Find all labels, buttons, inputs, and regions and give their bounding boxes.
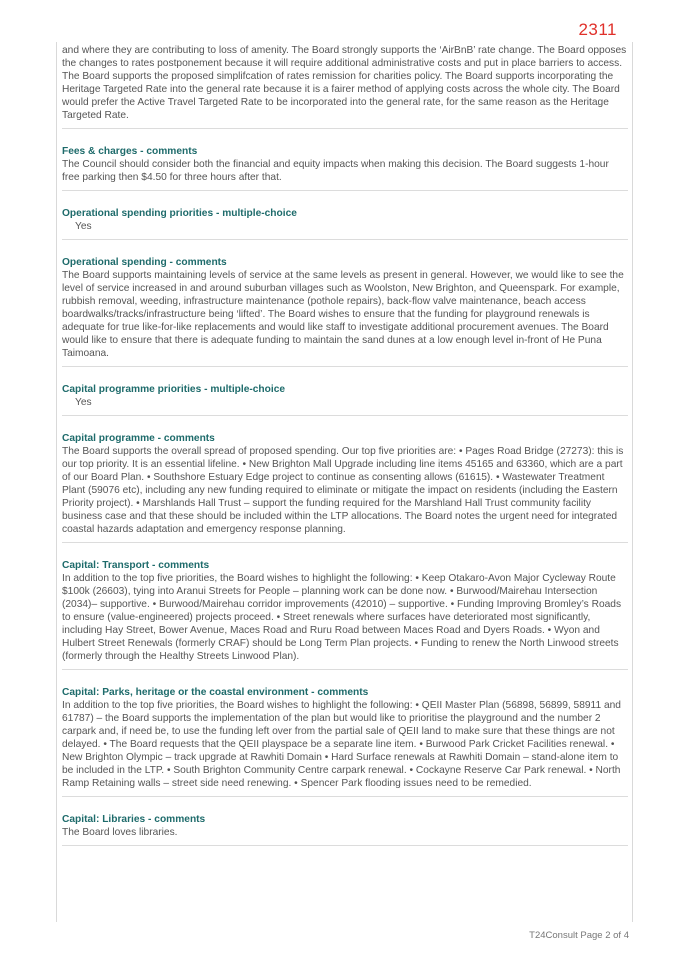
section-body: The Council should consider both the financial and equity impacts when making this decision. The Board suggests 1-hour free parking then $4.50 for three hours after that. (62, 159, 609, 183)
section-body: In addition to the top five priorities, the Board wishes to highlight the following: • QEII Master Plan (56898, 56899, 58911 and 61787) – the Board supports the implementation of the plan but would like to prioritise the playground and the number 2 carpark and, if need be, to use the funding left over from the partial sale of QEII land to make sure that these things are not delayed. • The Board requests that the QEII playspace be a separate line item. • Burwood Park Cricket Facilities renewal. • New Brighton Olympic – track upgrade at Rawhiti Domain • Hard Surface renewals at Rawhiti Domain – stand-alone item to be included in the LTP. • South Brighton Community Centre carpark renewal. • Cockayne Reserve Car Park renewal. • North Ramp Retaining walls – street side need renewing. • Spencer Park flooding issues need to be remedied. (62, 700, 621, 789)
section-body: In addition to the top five priorities, the Board wishes to highlight the following: • Keep Otakaro-Avon Major Cycleway Route $100k (26603), tying into Aranui Streets for People – planning work can be done now. • Burwood/Mairehau Intersection (2034)– supportive. • Burwood/Mairehau corridor improvements (42010) – supportive. • Funding Improving Bromley’s Roads to ensure (value-engineered) projects proceed. • Street renewals where surfaces have deteriorated most significantly, including Hay Street, Bower Avenue, Maces Road and Ruru Road between Maces Road and Dyers Roads. • Wyon and Hulbert Street Renewals (formerly CRAF) should be Long Term Plan projects. • Funding to renew the North Linwood streets (formerly through the Healthy Streets Linwood Plan). (62, 573, 622, 662)
section-title: Capital programme - comments (62, 433, 215, 444)
section-body: The Board supports the overall spread of proposed spending. Our top five priorities are: • Pages Road Bridge (27273): this is our top priority. It is an essential lifeline. • New Brighton Mall Upgrade including line items 45165 and 63360, which are a part of our Board Plan. • Southshore Estuary Edge project to continue as consenting allows (61615). • Wastewater Treatment Plant (59076 etc), including any new funding required to eliminate or mitigate the impact on residents (including the Eastern Priority project). • Marshlands Hall Trust – support the funding required for the Marshland Hall Trust community facility business case and that these should be included within the LTP allocations. The Board notes the urgent need for integrated coastal hazards adaptation and emergency response planning. (62, 446, 624, 535)
section-title: Capital programme priorities - multiple-choice (62, 384, 286, 395)
section-body: The Board supports maintaining levels of service at the same levels as present in general. However, we would like to see the level of service increased in and around suburban villages such as Woolston, New Brighton, and Queenspark. For example, rubbish removal, weeding, infrastructure maintenance (pothole repairs), back-flow valve maintenance, beach access boardwalks/tracks/infrastructure being ‘lifted’. The Board wishes to ensure that the funding for playground renewals is adequate for true like-for-like replacements and would like staff to investigate additional procurement avenues. The Board would like to ensure that there is adequate funding to maintain the sand dunes at a low enough level in-front of He Puna Taimoana. (62, 270, 624, 359)
page-footer: T24Consult Page 2 of 4 (529, 930, 629, 941)
section-title: Capital: Transport - comments (62, 560, 210, 571)
continuation-block (62, 44, 628, 129)
section-title: Capital: Libraries - comments (62, 814, 206, 825)
section-capital-parks (62, 670, 628, 797)
section-capital-libraries (62, 797, 628, 846)
section-body: The Board loves libraries. (62, 827, 178, 838)
section-capital-transport (62, 543, 628, 670)
section-operational-comments (62, 240, 628, 367)
section-capital-priorities (62, 367, 628, 416)
choice-answer: Yes (75, 397, 92, 408)
section-capital-comments (62, 416, 628, 543)
section-operational-priorities (62, 191, 628, 240)
continuation-text: and where they are contributing to loss of amenity. The Board strongly supports the ‘AirBnB’ rate change. The Board opposes the changes to rates postponement because it will require additional administrative costs and put in place barriers to access. The Board supports the proposed simplifcation of rates remission for charities policy. The Board supports incorporating the Heritage Targeted Rate into the general rate because it is a fairer method of applying costs across the whole city. The Board would prefer the Active Travel Targeted Rate to be incorporated into the general rate, for the same reason as the Heritage Targeted Rate. (62, 45, 627, 121)
section-title: Fees & charges - comments (62, 146, 198, 157)
section-fees-charges (62, 129, 628, 191)
choice-answer: Yes (75, 221, 92, 232)
section-title: Capital: Parks, heritage or the coastal environment - comments (62, 687, 369, 698)
section-title: Operational spending - comments (62, 257, 227, 268)
document-content (62, 44, 628, 846)
section-title: Operational spending priorities - multiple-choice (62, 208, 297, 219)
page-number: 2311 (578, 20, 617, 39)
